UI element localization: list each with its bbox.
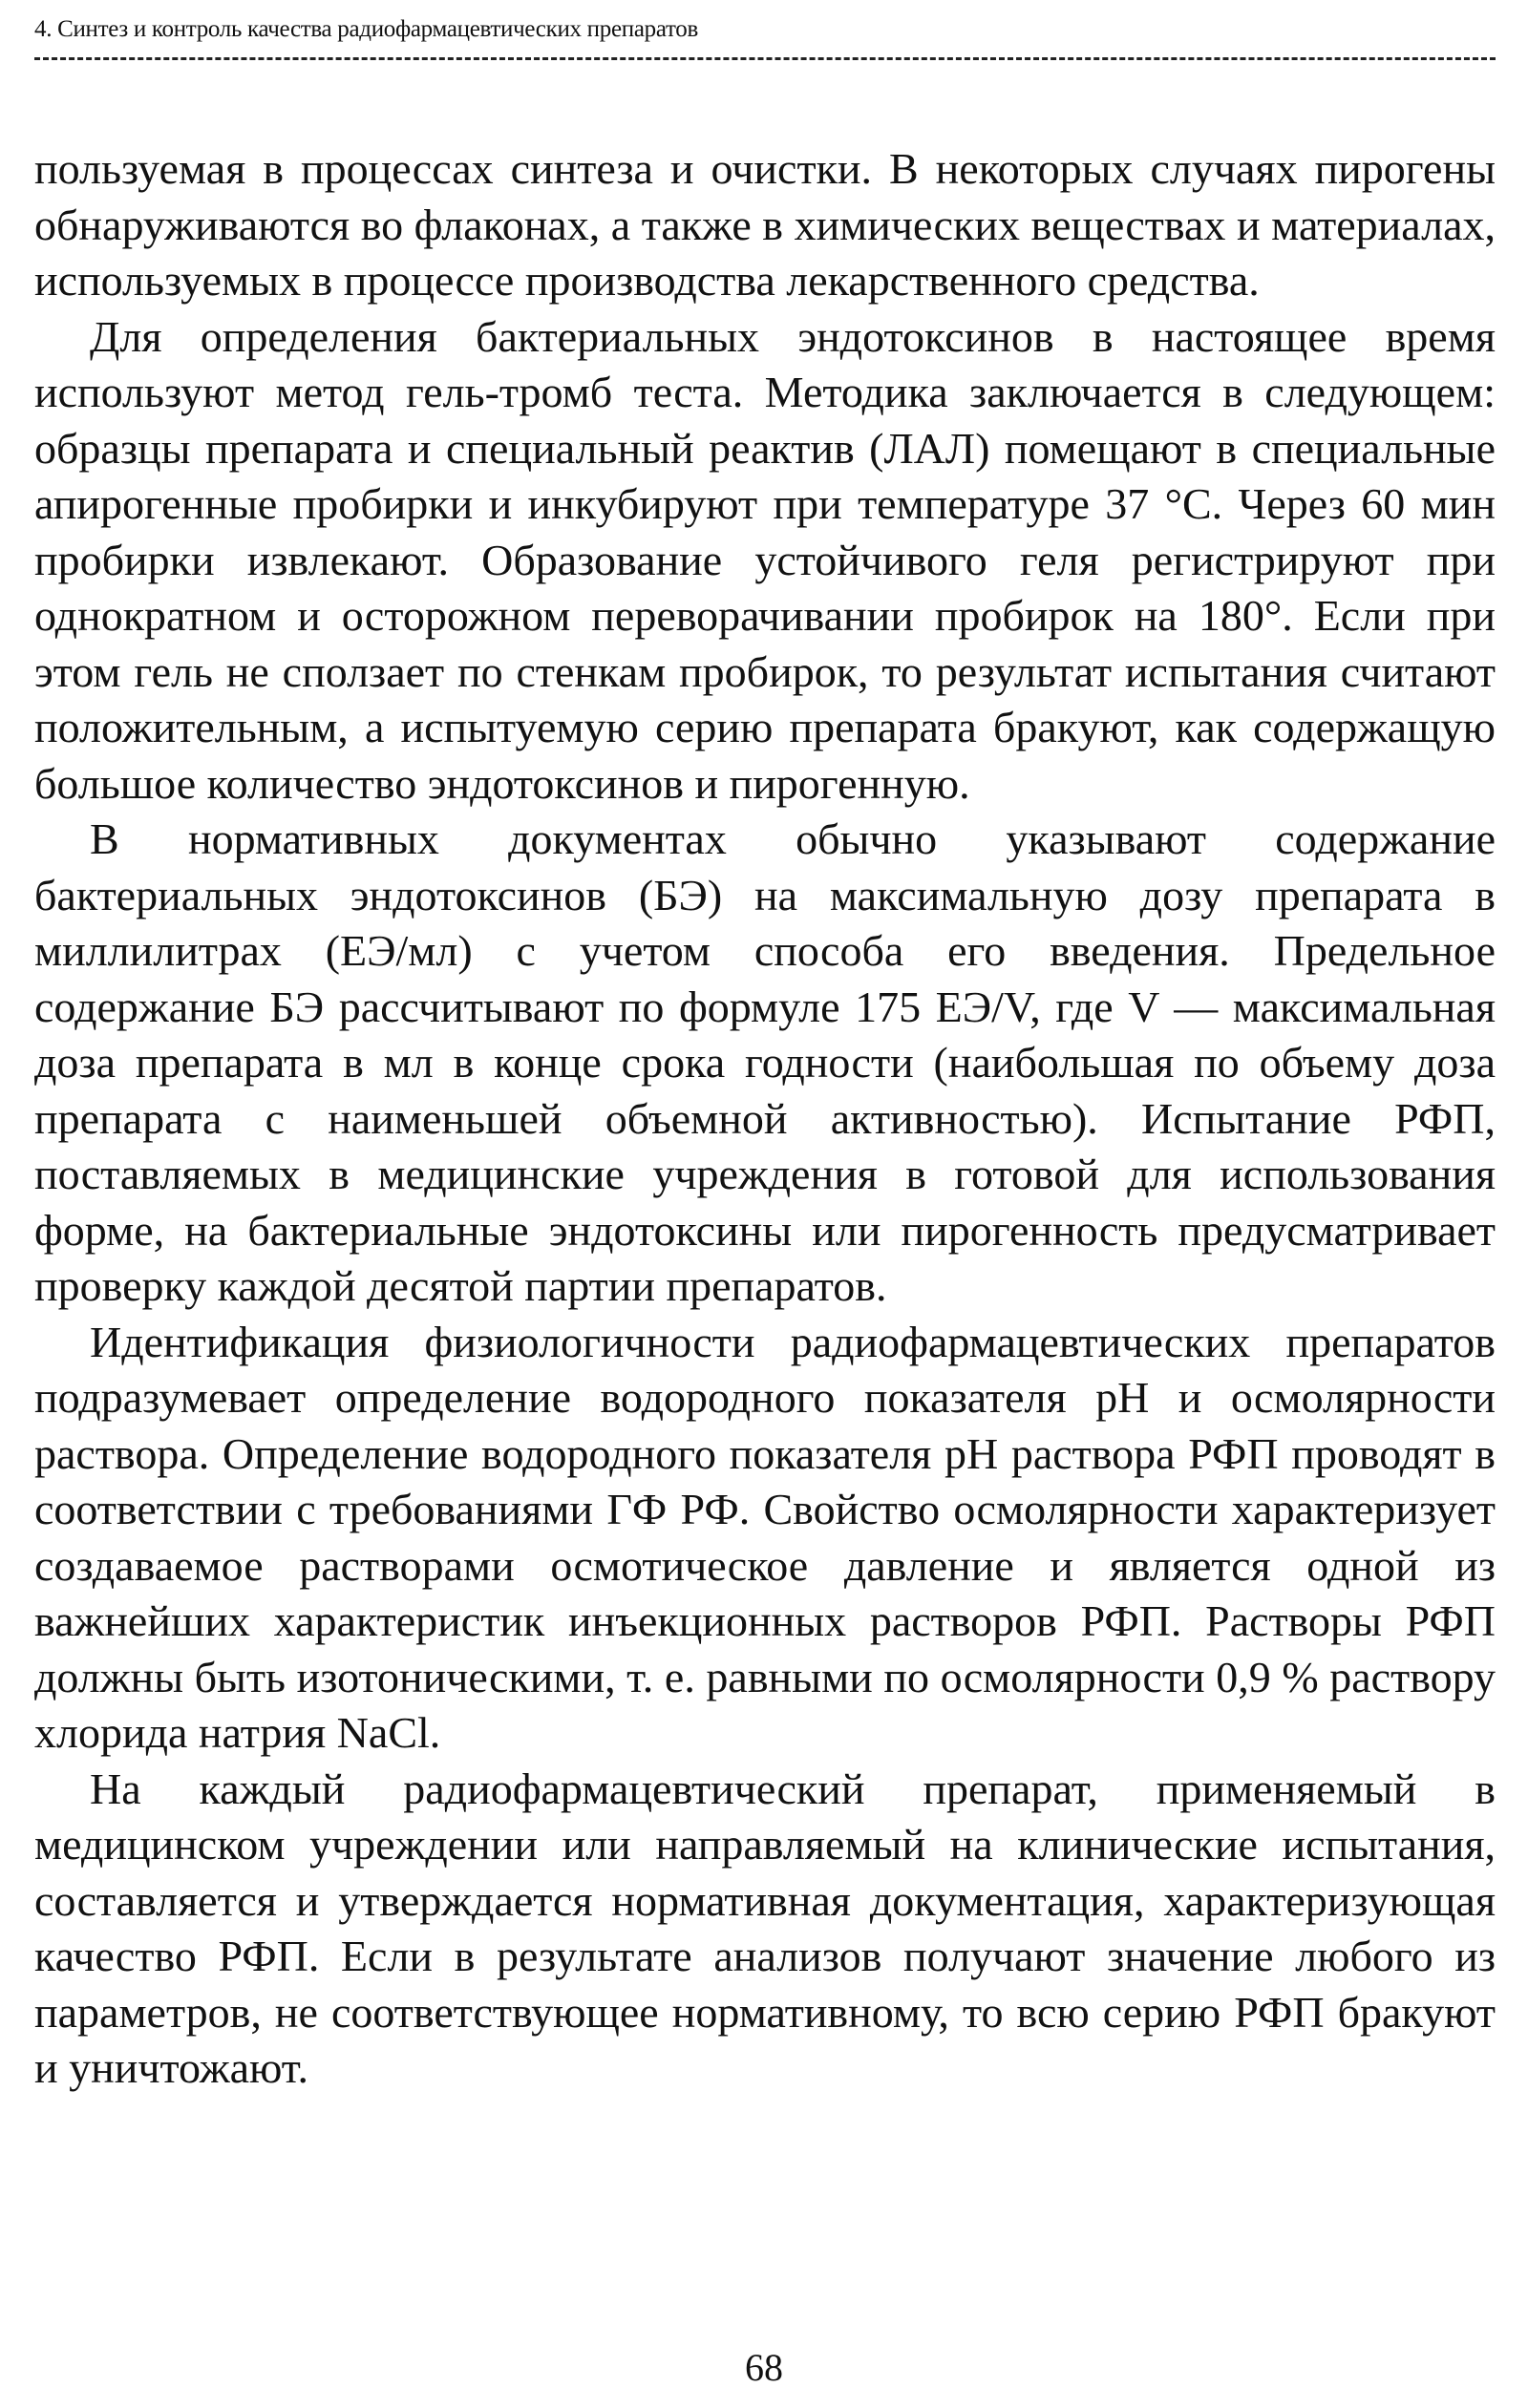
running-head: 4. Синтез и контроль качества радиофармацевтических препаратов — [34, 16, 698, 42]
page-number: 68 — [745, 2346, 783, 2389]
paragraph-continuation: пользуемая в процессах синтеза и очистки. В некоторых случаях пирогены обнаруживаются во флаконах, а также в химических веществах и материалах, используемых в процессе производства лекарственного средства. — [34, 144, 1496, 305]
body-text — [34, 141, 1496, 2097]
paragraph-quality-documentation: На каждый радиофармацевтический препарат, применяемый в медицинском учреждении или направляемый на клинические испытания, составляется и утверждается нормативная документация, характеризующая качество РФП. Если в результате анализов получают значение любого из параметров, не соответствующее нормативному, то всю серию РФП бракуют и уничтожают. — [34, 1764, 1496, 2092]
paragraph-endotoxin-method: Для определения бактериальных эндотоксинов в настоящее время используют метод гель-тромб теста. Методика заключается в следующем: образцы препарата и специальный реактив (ЛАЛ) помещают в специальные апирогенные пробирки и инкубируют при температуре 37 °С. Через 60 мин пробирки извлекают. Образование устойчивого геля регистрируют при однократном и осторожном переворачивании пробирок на 180°. Если при этом гель не сползает по стенкам пробирок, то результат испытания считают положительным, а испытуемую серию препарата бракуют, как содержащую большое количество эндотоксинов и пирогенную. — [34, 311, 1496, 808]
header-divider — [34, 57, 1496, 60]
paragraph-physiological-identification: Идентификация физиологичности радиофармацевтических препаратов подразумевает определение водородного показателя pH и осмолярности раствора. Определение водородного показателя pH раствора РФП проводят в соответствии с требованиями ГФ РФ. Свойство осмолярности характеризует создаваемое растворами осмотическое давление и является одной из важнейших характеристик инъекционных растворов РФП. Растворы РФП должны быть изотоническими, т. е. равными по осмолярности 0,9 % раствору хлорида натрия NaCl. — [34, 1317, 1496, 1757]
paragraph-normative-documents: В нормативных документах обычно указывают содержание бактериальных эндотоксинов (БЭ) на максимальную дозу препарата в миллилитрах (ЕЭ/мл) с учетом способа его введения. Предельное содержание БЭ рассчитывают по формуле 175 ЕЭ/V, где V — максимальная доза препарата в мл в конце срока годности (наибольшая по объему доза препарата с наименьшей объемной активностью). Испытание РФП, поставляемых в медицинские учреждения в готовой для использования форме, на бактериальные эндотоксины или пирогенность предусматривает проверку каждой десятой партии препаратов. — [34, 814, 1496, 1310]
